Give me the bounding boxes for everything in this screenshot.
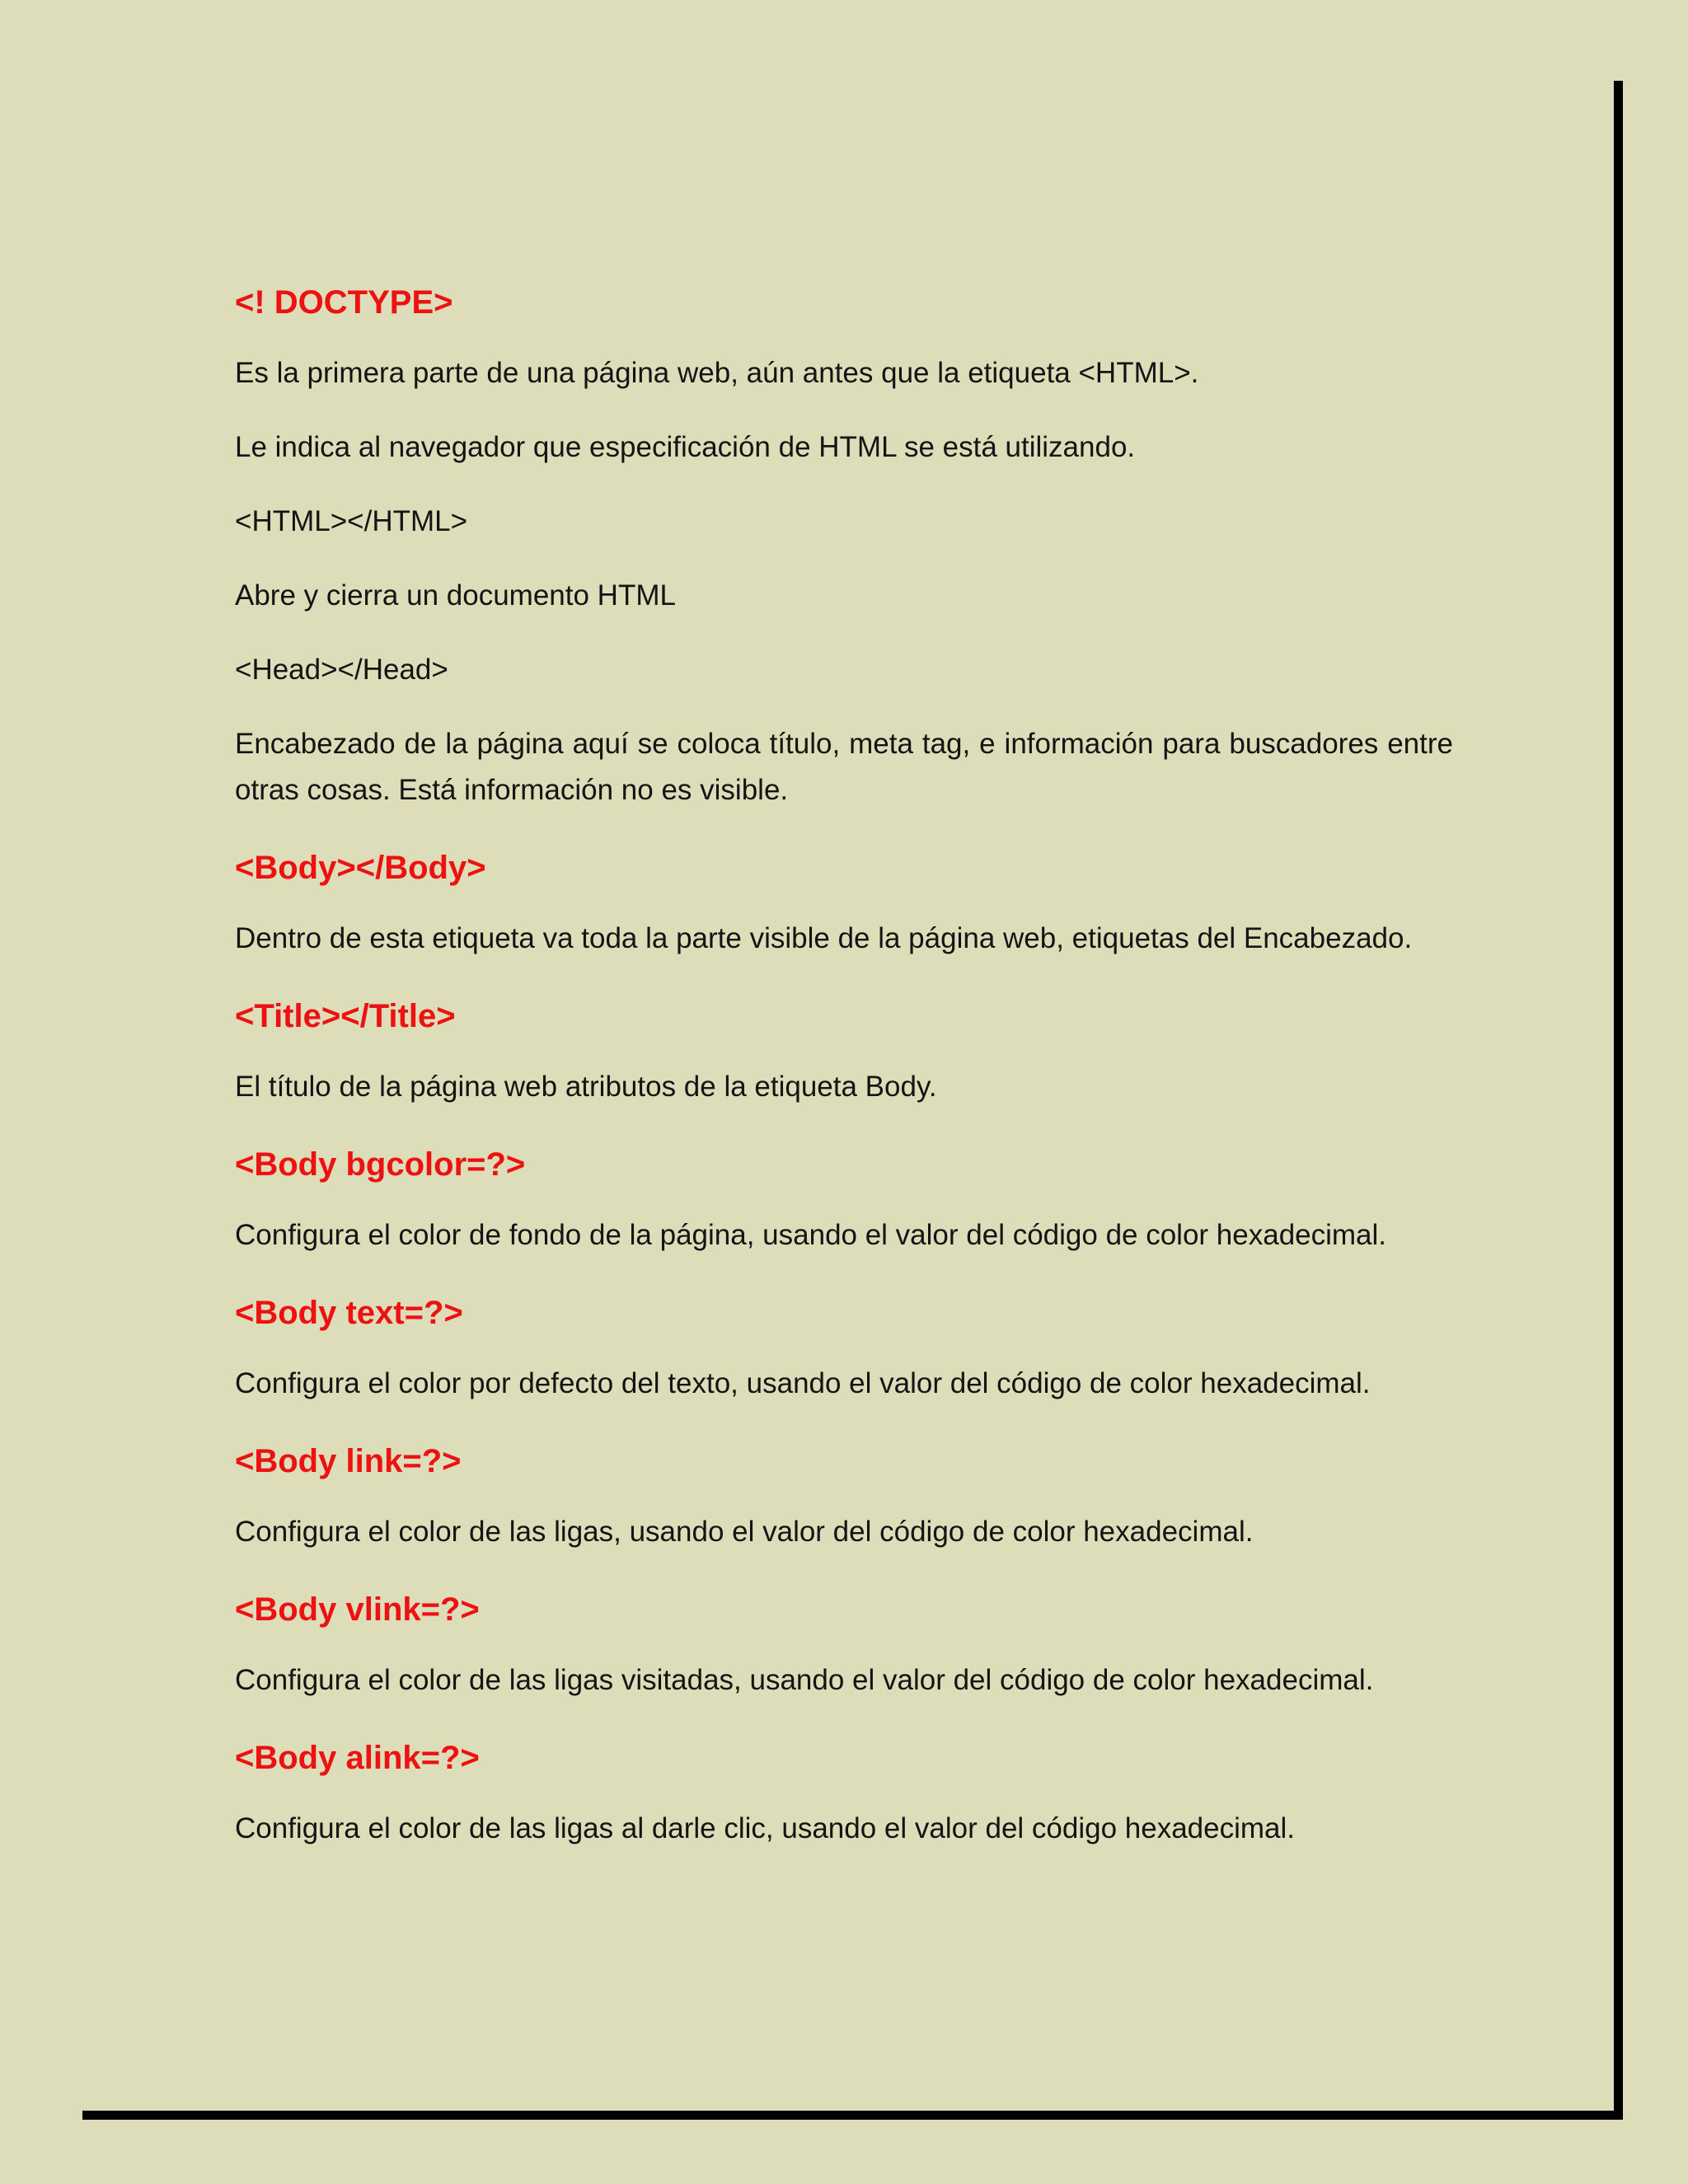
title-heading: <Title></Title>: [235, 998, 456, 1034]
link-heading: <Body link=?>: [235, 1443, 462, 1479]
link-description: Configura el color de las ligas, usando el valor del código de color hexadecimal.: [235, 1516, 1254, 1548]
vlink-description: Configura el color de las ligas visitadas, usando el valor del código de color hexadecimal.: [235, 1664, 1374, 1696]
doctype-description-1: Es la primera parte de una página web, aún antes que la etiqueta <HTML>.: [235, 357, 1199, 389]
head-tag-description: Encabezado de la página aquí se coloca título, meta tag, e información para buscadores entre otras cosas. Está información no es visible.: [235, 728, 1453, 806]
html-tag-description: Abre y cierra un documento HTML: [235, 579, 676, 612]
alink-description: Configura el color de las ligas al darle clic, usando el valor del código hexadecimal.: [235, 1812, 1295, 1844]
bgcolor-description: Configura el color de fondo de la página, usando el valor del código de color hexadecimal.: [235, 1219, 1387, 1251]
body-heading: <Body></Body>: [235, 850, 486, 886]
head-tag-line: <Head></Head>: [235, 654, 448, 686]
html-tag-line: <HTML></HTML>: [235, 505, 468, 537]
doctype-description-2: Le indica al navegador que especificación de HTML se está utilizando.: [235, 431, 1136, 463]
text-heading: <Body text=?>: [235, 1295, 463, 1331]
page-border-bottom: [82, 2111, 1623, 2120]
doctype-heading: <! DOCTYPE>: [235, 284, 453, 321]
title-description: El título de la página web atributos de la etiqueta Body.: [235, 1071, 937, 1103]
vlink-heading: <Body vlink=?>: [235, 1591, 480, 1628]
body-description: Dentro de esta etiqueta va toda la parte visible de la página web, etiquetas del Encabezado.: [235, 922, 1413, 954]
document-content: [235, 276, 1453, 1880]
text-description: Configura el color por defecto del texto, usando el valor del código de color hexadecimal.: [235, 1367, 1371, 1399]
page-border-right: [1614, 81, 1623, 2120]
bgcolor-heading: <Body bgcolor=?>: [235, 1146, 526, 1183]
alink-heading: <Body alink=?>: [235, 1740, 480, 1776]
